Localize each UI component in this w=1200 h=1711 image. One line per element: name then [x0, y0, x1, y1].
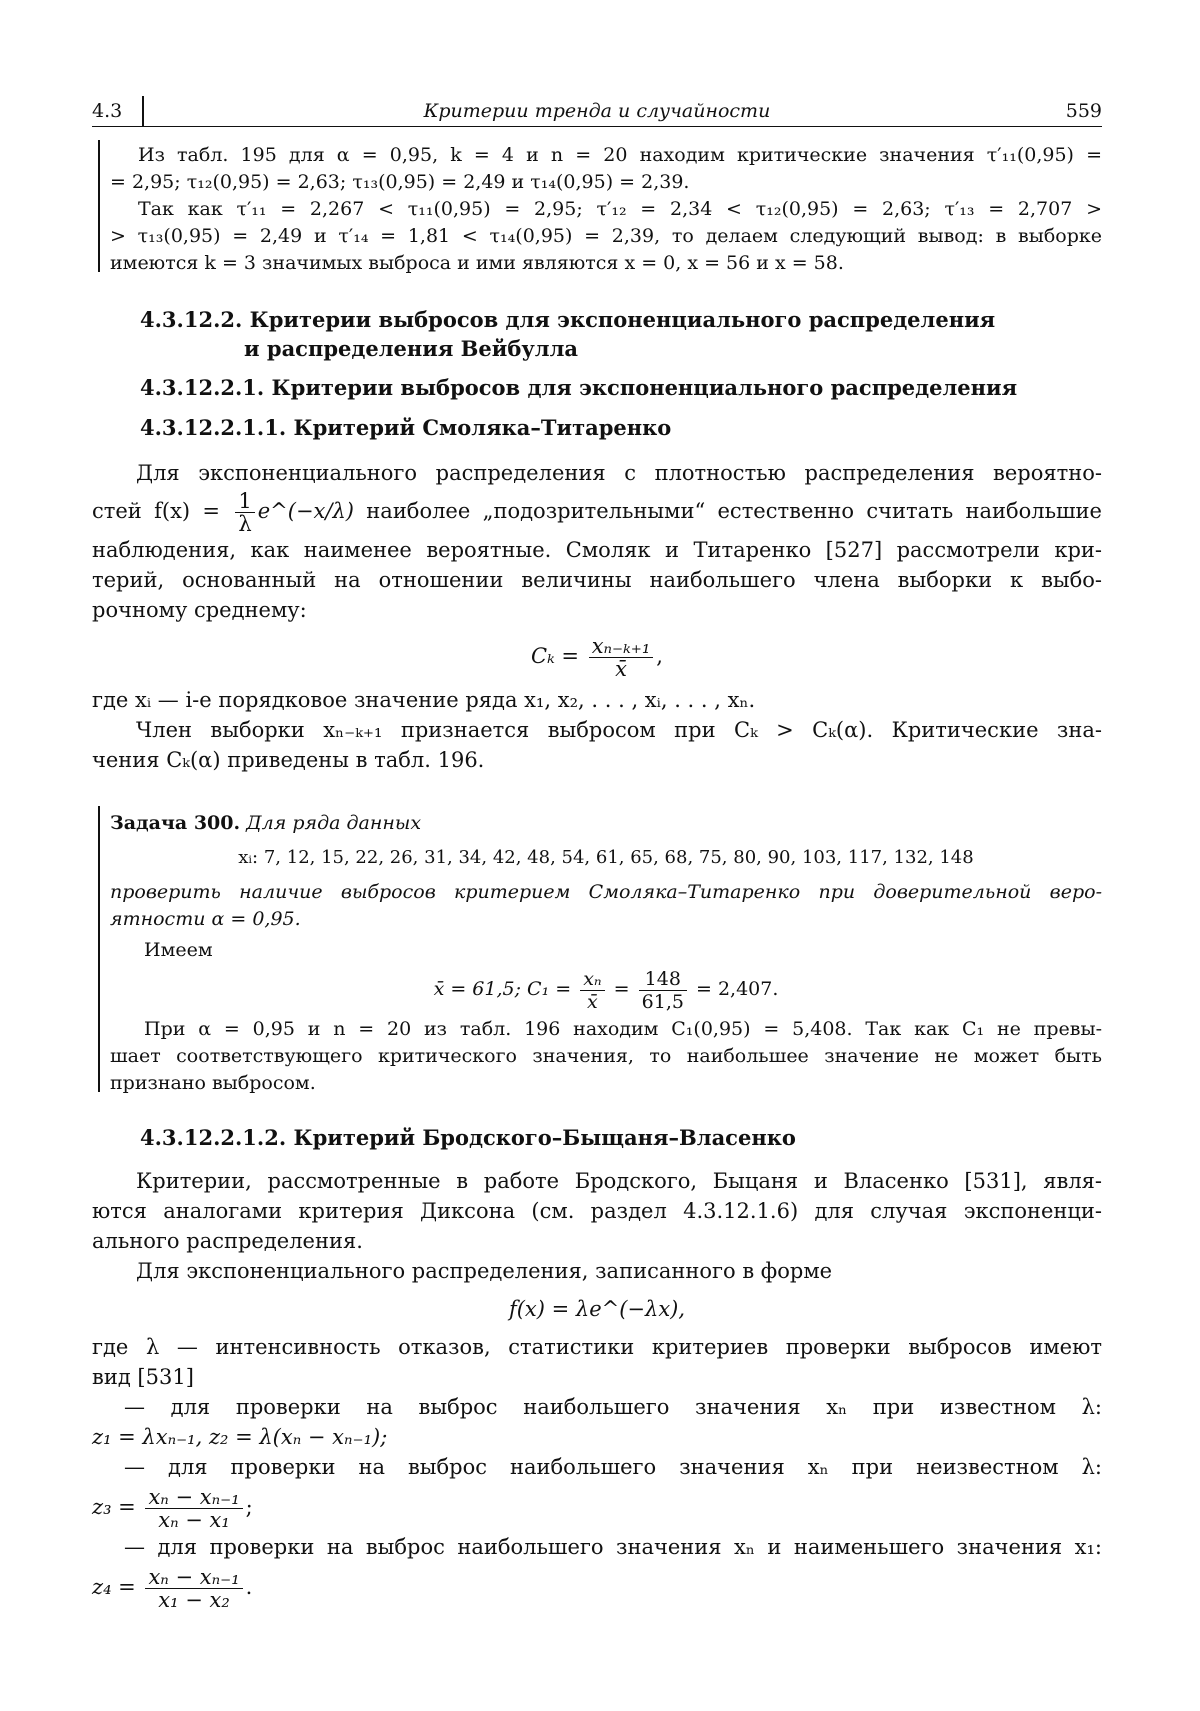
text-line: Так как τ′₁₁ = 2,267 < τ₁₁(0,95) = 2,95; τ′₁₂ = 2,34 < τ₁₂(0,95) = 2,63; τ′₁₃ = 2,707 > [138, 198, 1102, 220]
formula-tail: , [656, 644, 663, 668]
fraction-denominator: λ [238, 512, 252, 536]
section-heading [140, 305, 1080, 363]
text-line: — для проверки на выброс наибольшего значения xₙ при неизвестном λ: [124, 1455, 1102, 1479]
display-formula [110, 964, 1102, 1014]
text-line: Критерии, рассмотренные в работе Бродского, Быцаня и Власенко [531], явля- [136, 1169, 1102, 1193]
formula-lhs: x̄ = 61,5; C₁ = [433, 978, 572, 1000]
text-line: рочному среднему: [92, 598, 307, 622]
text-line: — для проверки на выброс наибольшего значения xₙ при известном λ: [124, 1395, 1102, 1419]
fraction-denominator: x̄ [587, 990, 598, 1013]
text-line: = 2,95; τ₁₂(0,95) = 2,63; τ₁₃(0,95) = 2,49 и τ₁₄(0,95) = 2,39. [110, 171, 690, 193]
fraction [639, 968, 687, 1013]
fraction-denominator: x̄ [615, 657, 627, 681]
text-fragment: наиболее „подозрительными“ естественно считать наибольшие [366, 499, 1102, 523]
fraction [589, 635, 654, 680]
text-line: шает соответствующего критического значения, то наибольшее значение не может быть [110, 1045, 1102, 1067]
text-line: чения Cₖ(α) приведены в табл. 196. [92, 748, 485, 772]
brodsky-section [92, 1166, 1102, 1612]
fraction [145, 1566, 242, 1611]
text-line: z₁ = λxₙ₋₁, z₂ = λ(xₙ − xₙ₋₁); [92, 1425, 388, 1449]
text-line: Из табл. 195 для α = 0,95, k = 4 и n = 20 находим критические значения τ′₁₁(0,95) = [138, 144, 1102, 166]
data-series: xᵢ: 7, 12, 15, 22, 26, 31, 34, 42, 48, 54, 61, 65, 68, 75, 80, 90, 103, 117, 132, 148 [238, 847, 974, 868]
text-line: терий, основанный на отношении величины наибольшего члена выборки к выбо- [92, 568, 1102, 592]
text-line: ального распределения. [92, 1229, 363, 1253]
heading-line: и распределения Вейбулла [244, 336, 579, 361]
subsection-heading: 4.3.12.2.1. Критерии выбросов для экспоненциального распределения [140, 375, 1018, 400]
display-formula [92, 631, 1102, 681]
text-line-with-formula [92, 488, 1102, 535]
task-title-line [110, 808, 1102, 838]
task-title: Задача 300. [110, 812, 241, 834]
formula-result: = 2,407. [696, 978, 779, 1000]
fraction-denominator: xₙ − x₁ [158, 1508, 230, 1532]
fraction-numerator: xₙ − xₙ₋₁ [145, 1566, 242, 1589]
exponent-expr: e^(−x/λ) [257, 499, 354, 523]
formula-tail: ; [245, 1495, 253, 1519]
formula-lhs: Cₖ = [531, 644, 579, 668]
fraction-numerator: 148 [639, 968, 687, 991]
text-line: Имеем [144, 939, 213, 961]
text-line: признано выбросом. [110, 1072, 316, 1094]
text-line: При α = 0,95 и n = 20 из табл. 196 находим C₁(0,95) = 5,408. Так как C₁ не превы- [144, 1018, 1102, 1040]
display-formula: f(x) = λe^(−λx), [508, 1297, 686, 1321]
fraction-numerator: xₙ [580, 968, 604, 991]
fraction [235, 490, 254, 535]
prev-example-block [110, 142, 1102, 277]
equals-sign: = [613, 978, 630, 1000]
fraction-numerator: xₙ − xₙ₋₁ [145, 1486, 242, 1509]
text-line: где xᵢ — i-е порядковое значение ряда x₁, x₂, . . . , xᵢ, . . . , xₙ. [92, 688, 756, 712]
text-line: где λ — интенсивность отказов, статистики критериев проверки выбросов имеют [92, 1335, 1102, 1359]
task-bar [98, 806, 100, 1092]
fraction-numerator: xₙ₋ₖ₊₁ [589, 635, 654, 658]
text-line: ются аналогами критерия Диксона (см. раздел 4.3.12.1.6) для случая экспоненци- [92, 1199, 1102, 1223]
task-300-block [110, 808, 1102, 1097]
text-line: имеются k = 3 значимых выброса и ими являются x = 0, x = 56 и x = 58. [110, 252, 844, 274]
fraction [580, 968, 604, 1013]
subsubsection-heading: 4.3.12.2.1.1. Критерий Смоляка–Титаренко [140, 415, 672, 440]
fraction-denominator: 61,5 [641, 990, 684, 1013]
text-line: — для проверки на выброс наибольшего значения xₙ и наименьшего значения x₁: [124, 1535, 1102, 1559]
text-line: Для экспоненциального распределения, записанного в форме [136, 1259, 833, 1283]
formula-lhs: z₃ = [92, 1495, 136, 1519]
text-line: вид [531] [92, 1365, 194, 1389]
header-section: 4.3 [92, 100, 123, 122]
formula-tail: . [245, 1575, 253, 1599]
example-bar [98, 140, 100, 272]
text-fragment: стей f(x) = [92, 499, 221, 523]
text-line: Член выборки xₙ₋ₖ₊₁ признается выбросом при Cₖ > Cₖ(α). Критические зна- [136, 718, 1102, 742]
fraction-denominator: x₁ − x₂ [158, 1588, 230, 1612]
task-title-italic: Для ряда данных [246, 812, 422, 834]
heading-line: 4.3.12.2. Критерии выбросов для экспоненциального распределения [140, 307, 996, 332]
header-title: Критерии тренда и случайности [423, 100, 771, 122]
text-line: ятности α = 0,95. [110, 908, 301, 930]
formula-lhs: z₄ = [92, 1575, 136, 1599]
text-line: > τ₁₃(0,95) = 2,49 и τ′₁₄ = 1,81 < τ₁₄(0,95) = 2,39, то делаем следующий вывод: в выборке [110, 225, 1102, 247]
formula-z3 [92, 1482, 1102, 1532]
text-line: проверить наличие выбросов критерием Смоляка–Титаренко при доверительной веро- [110, 881, 1102, 903]
fraction-numerator: 1 [235, 490, 254, 513]
subsubsection-heading: 4.3.12.2.1.2. Критерий Бродского–Быщаня–Власенко [140, 1125, 796, 1150]
text-line: Для экспоненциального распределения с плотностью распределения вероятно- [136, 461, 1102, 485]
text-line: наблюдения, как наименее вероятные. Смоляк и Титаренко [527] рассмотрели кри- [92, 538, 1102, 562]
page-number: 559 [1065, 100, 1102, 122]
formula-z4 [92, 1562, 1102, 1612]
running-header [92, 96, 1102, 127]
smolyak-paragraph [92, 458, 1102, 775]
fraction [145, 1486, 242, 1531]
